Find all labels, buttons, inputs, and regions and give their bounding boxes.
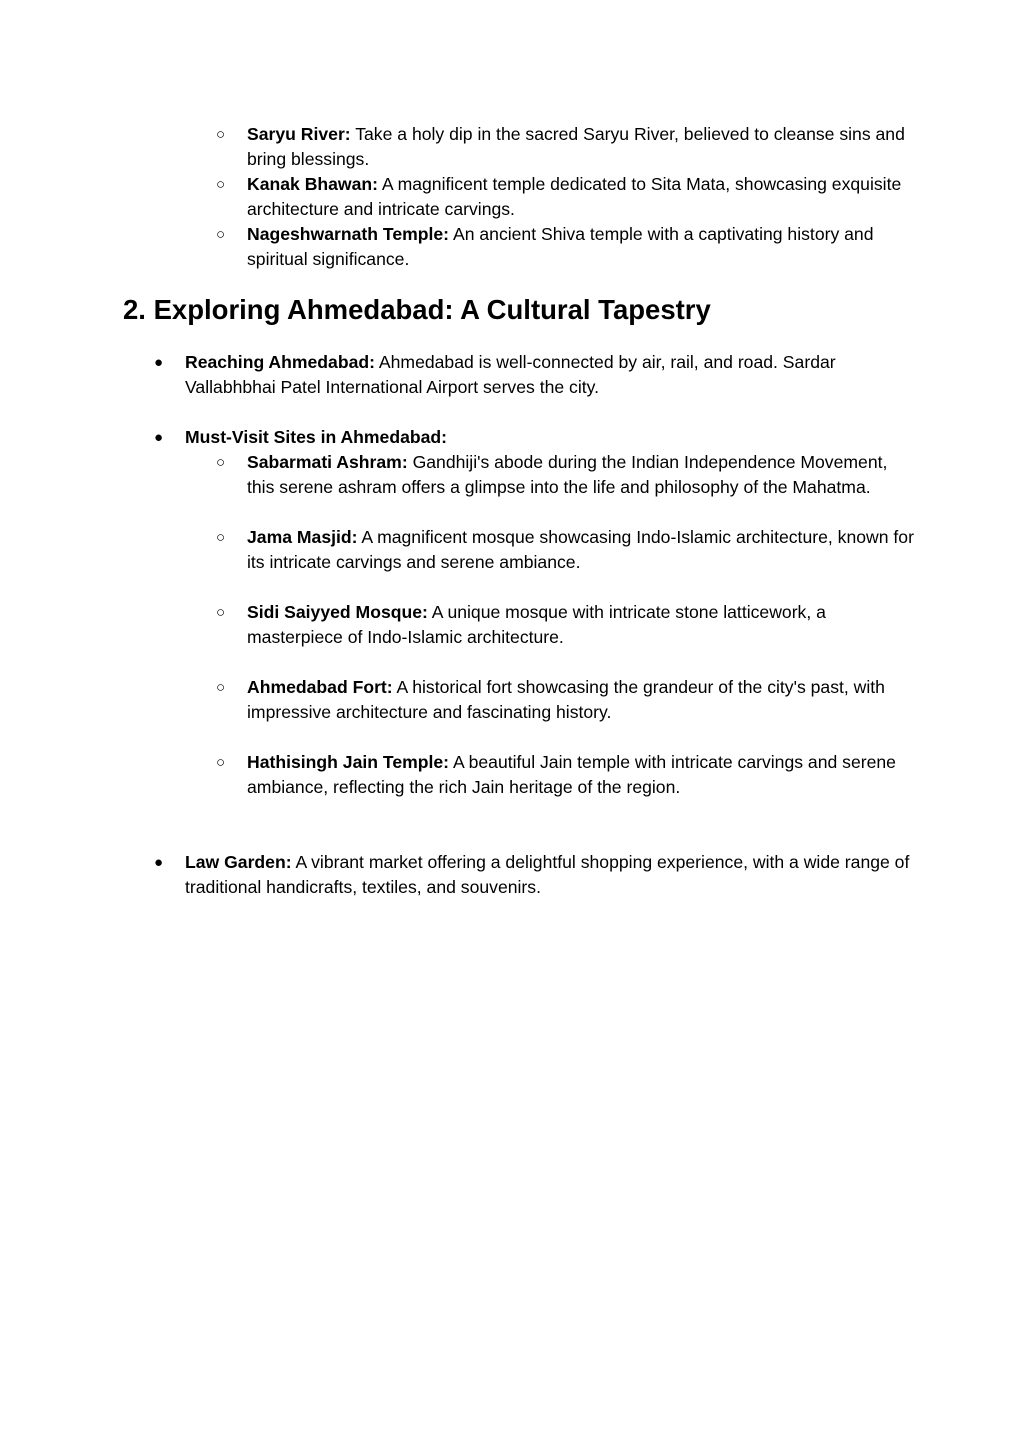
item-text: Take a holy dip in the sacred Saryu River, believed to cleanse sins and bring blessings. <box>247 124 905 169</box>
list-item <box>216 450 916 500</box>
circle-bullet-icon: ○ <box>216 754 226 771</box>
item-text: A magnificent temple dedicated to Sita Mata, showcasing exquisite architecture and intricate carvings. <box>247 174 902 219</box>
item-title: Kanak Bhawan: <box>247 174 379 194</box>
dot-bullet-icon: ● <box>154 429 164 446</box>
reaching-ahmedabad-item <box>154 350 914 400</box>
item-text: A magnificent mosque showcasing Indo-Islamic architecture, known for its intricate carvings and serene ambiance. <box>247 527 914 572</box>
item-title: Law Garden: <box>185 852 292 872</box>
item-title: Ahmedabad Fort: <box>247 677 393 697</box>
item-title: Must-Visit Sites in Ahmedabad: <box>185 427 447 447</box>
law-garden-item <box>154 850 914 900</box>
item-title: Sidi Saiyyed Mosque: <box>247 602 428 622</box>
circle-bullet-icon: ○ <box>216 454 226 471</box>
item-text: A beautiful Jain temple with intricate carvings and serene ambiance, reflecting the rich Jain heritage of the region. <box>247 752 896 797</box>
item-text: A historical fort showcasing the grandeur of the city's past, with impressive architecture and fascinating history. <box>247 677 885 722</box>
item-title: Nageshwarnath Temple: <box>247 224 450 244</box>
circle-bullet-icon: ○ <box>216 604 226 621</box>
item-text: Ahmedabad is well-connected by air, rail, and road. Sardar Vallabhbhai Patel International Airport serves the city. <box>185 352 836 397</box>
list-item <box>216 750 916 800</box>
circle-bullet-icon: ○ <box>216 126 226 143</box>
item-text: A unique mosque with intricate stone latticework, a masterpiece of Indo-Islamic architecture. <box>247 602 826 647</box>
circle-bullet-icon: ○ <box>216 679 226 696</box>
list-item <box>216 525 916 575</box>
ahmedabad-sites-list <box>216 450 916 800</box>
item-title: Reaching Ahmedabad: <box>185 352 375 372</box>
item-title: Saryu River: <box>247 124 351 144</box>
list-item <box>216 600 916 650</box>
item-text: A vibrant market offering a delightful shopping experience, with a wide range of traditional handicrafts, textiles, and souvenirs. <box>185 852 910 897</box>
circle-bullet-icon: ○ <box>216 226 226 243</box>
ayodhya-sites-list <box>216 122 916 272</box>
item-text: An ancient Shiva temple with a captivating history and spiritual significance. <box>247 224 874 269</box>
item-title: Sabarmati Ashram: <box>247 452 408 472</box>
dot-bullet-icon: ● <box>154 854 164 871</box>
list-item <box>216 675 916 725</box>
list-item <box>216 222 916 272</box>
section-heading: 2. Exploring Ahmedabad: A Cultural Tapestry <box>123 294 711 325</box>
list-item <box>216 122 916 172</box>
circle-bullet-icon: ○ <box>216 529 226 546</box>
item-text: Gandhiji's abode during the Indian Independence Movement, this serene ashram offers a glimpse into the life and philosophy of the Mahatma. <box>247 452 888 497</box>
dot-bullet-icon: ● <box>154 354 164 371</box>
list-item <box>216 172 916 222</box>
circle-bullet-icon: ○ <box>216 176 226 193</box>
item-title: Hathisingh Jain Temple: <box>247 752 450 772</box>
item-title: Jama Masjid: <box>247 527 358 547</box>
must-visit-item <box>154 425 914 450</box>
